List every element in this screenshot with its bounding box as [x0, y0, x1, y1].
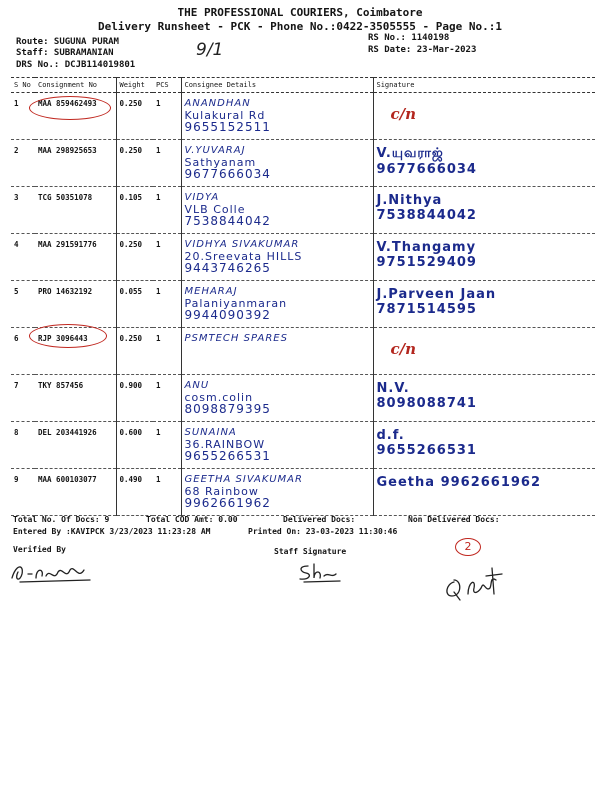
consignee-phone: 9677666034	[184, 167, 271, 182]
signature-line: d.f.	[376, 428, 405, 443]
cell-signature	[373, 234, 595, 281]
staff-signature-label: Staff Signature	[274, 547, 347, 556]
consignee-phone: 9655266531	[184, 449, 271, 464]
cell-consignee	[181, 140, 373, 187]
cell-consignment: PRO 14632192	[35, 281, 116, 328]
cell-sno: 2	[11, 140, 35, 187]
cell-pcs: 1	[153, 281, 181, 328]
cell-weight: 0.250	[116, 234, 153, 281]
consignee-name: VIDHYA SIVAKUMAR	[184, 239, 300, 250]
runsheet-table	[11, 77, 595, 516]
col-pcs: PCS	[153, 78, 181, 93]
consignee-phone: 9962661962	[184, 496, 271, 511]
signature-line: 7538844042	[376, 208, 477, 223]
drs-label: DRS No.: DCJB114019801	[16, 60, 136, 70]
consignee-phone: 9655152511	[184, 120, 271, 135]
table-row	[11, 234, 595, 281]
cell-sno: 8	[11, 422, 35, 469]
table-row	[11, 140, 595, 187]
cell-consignee	[181, 187, 373, 234]
cell-consignment: MAA 291591776	[35, 234, 116, 281]
cell-consignment: DEL 203441926	[35, 422, 116, 469]
circle-mark-row6	[29, 324, 107, 348]
cell-sno: 6	[11, 328, 35, 375]
col-weight: Weight	[116, 78, 153, 93]
table-row	[11, 281, 595, 328]
cell-consignment: TCG 50351078	[35, 187, 116, 234]
rs-no: RS No.: 1140198	[368, 33, 450, 43]
consignee-name: V.YUVARAJ	[184, 145, 246, 156]
cell-signature	[373, 328, 595, 375]
cell-pcs: 1	[153, 469, 181, 516]
signature-line: 7871514595	[376, 302, 477, 317]
cell-signature	[373, 187, 595, 234]
consignee-address: 68 Rainbow	[184, 484, 259, 498]
cell-sno: 4	[11, 234, 35, 281]
route-label: Route: SUGUNA PURAM	[16, 37, 119, 47]
table-row	[11, 469, 595, 516]
table-row	[11, 422, 595, 469]
consignee-phone: 8098879395	[184, 402, 271, 417]
cell-sno: 7	[11, 375, 35, 422]
signature-line: J.Parveen Jaan	[376, 287, 497, 302]
cell-sno: 9	[11, 469, 35, 516]
entered-by: Entered By :KAVIPCK 3/23/2023 11:23:28 AM	[13, 527, 211, 536]
cell-pcs: 1	[153, 328, 181, 375]
signature-line: 9677666034	[376, 162, 477, 177]
consignee-name: ANU	[184, 380, 210, 391]
consignee-name: ANANDHAN	[184, 98, 251, 109]
cell-pcs: 1	[153, 140, 181, 187]
signature-line: 8098088741	[376, 396, 477, 411]
cell-signature	[373, 140, 595, 187]
consignee-address: Palaniyanmaran	[184, 296, 288, 310]
cell-pcs: 1	[153, 187, 181, 234]
cell-weight: 0.900	[116, 375, 153, 422]
total-cod: Total COD Amt: 0.00	[146, 515, 238, 524]
cell-signature	[373, 422, 595, 469]
signature-line: J.Nithya	[376, 193, 443, 208]
consignee-phone: 9944090392	[184, 308, 271, 323]
cell-signature	[373, 469, 595, 516]
table-row	[11, 375, 595, 422]
col-signature: Signature	[373, 78, 595, 93]
cell-signature	[373, 375, 595, 422]
verified-by-label: Verified By	[13, 545, 66, 554]
consignee-name: MEHARAJ	[184, 286, 238, 297]
consignee-address: 36.RAINBOW	[184, 437, 266, 451]
delivered-docs: Delivered Docs:	[283, 515, 356, 524]
cell-weight: 0.250	[116, 140, 153, 187]
cell-sno: 5	[11, 281, 35, 328]
cell-signature	[373, 93, 595, 140]
consignee-address: cosm.colin	[184, 390, 254, 404]
cell-consignment: MAA 298925653	[35, 140, 116, 187]
consignee-name: SUNAINA	[184, 427, 237, 438]
cell-pcs: 1	[153, 93, 181, 140]
cell-pcs: 1	[153, 234, 181, 281]
cell-consignment: MAA 859462493	[35, 93, 116, 140]
consignee-address: VLB Colle	[184, 202, 246, 216]
cell-consignee	[181, 375, 373, 422]
company-title: THE PROFESSIONAL COURIERS, Coimbatore	[177, 6, 423, 19]
circled-count: 2	[455, 538, 481, 556]
cell-weight: 0.250	[116, 93, 153, 140]
cell-signature	[373, 281, 595, 328]
consignee-phone: 7538844042	[184, 214, 271, 229]
consignee-address: Sathyanam	[184, 155, 257, 169]
cell-consignee	[181, 93, 373, 140]
signature-line: 9751529409	[376, 255, 477, 270]
signature-line: Geetha 9962661962	[376, 475, 542, 490]
cell-pcs: 1	[153, 375, 181, 422]
cell-weight: 0.105	[116, 187, 153, 234]
cell-sno: 3	[11, 187, 35, 234]
verifier-signature	[6, 558, 96, 588]
consignee-phone: 9443746265	[184, 261, 271, 276]
cell-consignee	[181, 234, 373, 281]
staff-signature	[296, 560, 346, 584]
consignee-address: Kulakural Rd	[184, 108, 266, 122]
sig-cn-mark: c/n	[390, 340, 417, 358]
signature-line: 9655266531	[376, 443, 477, 458]
cell-consignee	[181, 328, 373, 375]
cell-weight: 0.055	[116, 281, 153, 328]
rs-date: RS Date: 23-Mar-2023	[368, 45, 477, 55]
table-header-row	[11, 78, 595, 93]
cell-pcs: 1	[153, 422, 181, 469]
cell-consignee	[181, 422, 373, 469]
staff-label: Staff: SUBRAMANIAN	[16, 48, 114, 58]
table-row	[11, 187, 595, 234]
cell-weight: 0.490	[116, 469, 153, 516]
cell-weight: 0.600	[116, 422, 153, 469]
sig-cn-mark: c/n	[390, 105, 417, 123]
non-delivered-docs: Non Delivered Docs:	[408, 515, 500, 524]
cell-consignee	[181, 469, 373, 516]
cell-consignment: RJP 3096443	[35, 328, 116, 375]
cell-consignment: TKY 857456	[35, 375, 116, 422]
col-sno: S No	[11, 78, 35, 93]
signature-line: V.Thangamy	[376, 240, 477, 255]
cell-sno: 1	[11, 93, 35, 140]
total-docs: Total No. Of Docs: 9	[13, 515, 110, 524]
circle-mark-row1	[29, 96, 111, 120]
cell-consignee	[181, 281, 373, 328]
runsheet-title: Delivery Runsheet - PCK - Phone No.:0422-3505555 - Page No.:1	[98, 20, 502, 33]
receiver-signature	[440, 558, 510, 606]
col-details: Consignee Details	[181, 78, 373, 93]
page-mark: 9/1	[196, 40, 224, 60]
cell-weight: 0.250	[116, 328, 153, 375]
cell-consignment: MAA 600103077	[35, 469, 116, 516]
printed-on: Printed On: 23-03-2023 11:30:46	[248, 527, 398, 536]
consignee-name: GEETHA SIVAKUMAR	[184, 474, 303, 485]
col-consignment: Consignment No	[35, 78, 116, 93]
consignee-name: PSMTECH SPARES	[184, 333, 288, 344]
consignee-address: 20.Sreevata HILLS	[184, 249, 303, 263]
signature-line: N.V.	[376, 381, 410, 396]
signature-line: V.யுவராஜ்	[376, 146, 444, 161]
consignee-name: VIDYA	[184, 192, 220, 203]
